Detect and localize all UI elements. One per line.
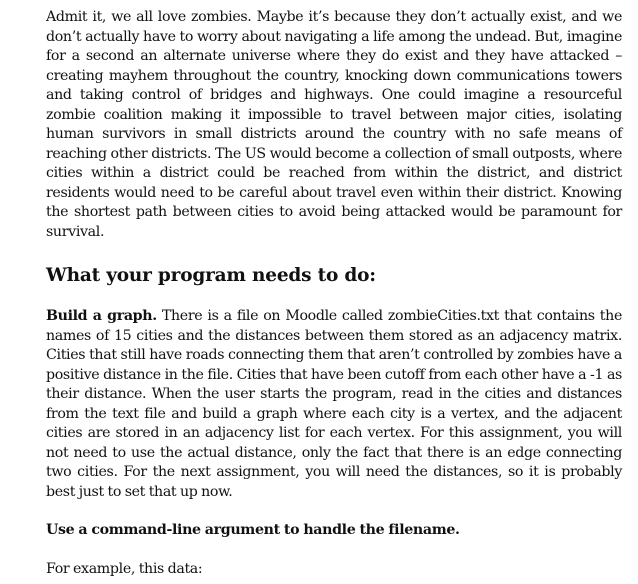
intro-paragraph: Admit it, we all love zombies. Maybe it’s because they don’t actually exist, and we don’t actually have to worry about navigating a life among the undead. But, imagine for a second an alternate universe where they do exist and they have attacked – creating mayhem throughout the country, knocking down communications towers and taking control of bridges and highways. One could imagine a resourceful zombie coalition making it impossible to travel between major cities, isolating human survivors in small districts around the country with no safe means of reaching other districts. The US would become a collection of small outposts, where cities within a district could be reached from within the district, and district residents would need to be careful about travel even within their district. Knowing the shortest path between cities to avoid being attacked would be paramount for survival. — [46, 9, 622, 240]
example-intro: For example, this data: — [46, 560, 203, 577]
build-graph-lead: Build a graph. — [46, 308, 157, 324]
build-graph-body: There is a file on Moodle called zombieCities.txt that contains the names of 15 cities and the distances between them stored as an adjacency matrix. Cities that still have roads connecting them that aren’t controlled by zombies have a positive distance in the file. Cities that have been cutoff from each other have a -1 as their distance. When the user starts the program, read in the cities and distances from the text file and build a graph where each city is a vertex, and the adjacent cities are stored in an adjacency list for each vertex. For this assignment, you will not need to use the actual distance, only the fact that there is an edge connecting two cities. For the next assignment, you will need the distances, so it is probably best just to set that up now. — [46, 308, 622, 500]
build-graph-paragraph — [46, 307, 622, 502]
cli-heading: Use a command-line argument to handle the filename. — [46, 522, 460, 538]
section-heading: What your program needs to do: — [46, 265, 376, 286]
document-page — [46, 8, 622, 579]
